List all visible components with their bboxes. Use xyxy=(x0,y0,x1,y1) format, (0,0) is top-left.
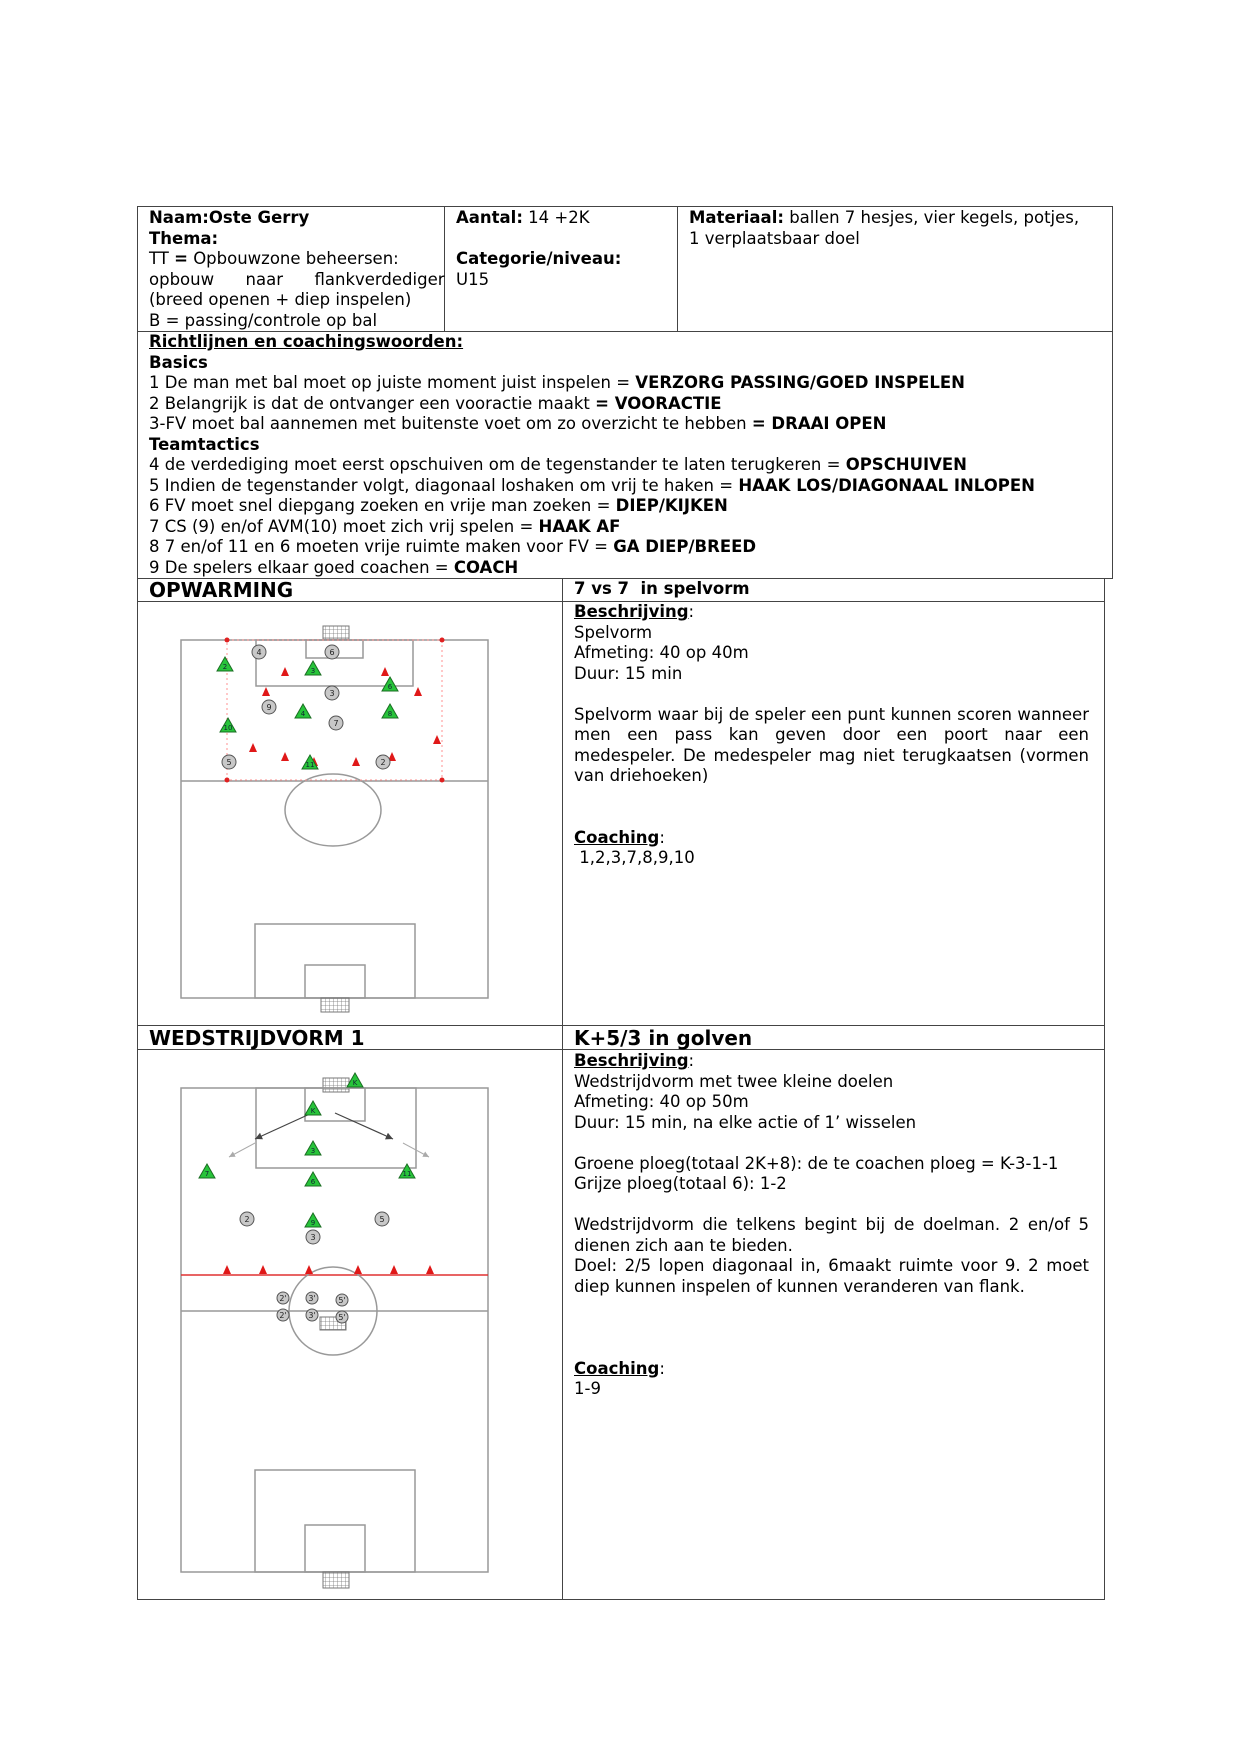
bottom-penalty-area xyxy=(255,1470,415,1572)
basics-item: 2 Belangrijk is dat de ontvanger een vooractie maakt = VOORACTIE xyxy=(149,393,722,413)
text-line: Duur: 15 min xyxy=(574,663,683,683)
cone xyxy=(305,1265,313,1274)
pass-arrow-left xyxy=(255,1113,312,1139)
teamtactics-item: 5 Indien de tegenstander volgt, diagonaal loshaken om vrij te haken = HAAK LOS/DIAGONAAL INLOPEN xyxy=(149,475,1035,495)
svg-text:9: 9 xyxy=(310,1219,316,1227)
beschrijving-label: Beschrijving xyxy=(574,602,689,621)
grey-player xyxy=(336,1311,348,1323)
ploeg-line: Grijze ploeg(totaal 6): 1-2 xyxy=(574,1174,787,1193)
svg-text:5: 5 xyxy=(379,1215,385,1224)
grey-player xyxy=(240,1212,254,1226)
thema-line: (breed openen + diep inspelen) xyxy=(149,290,412,309)
svg-text:6: 6 xyxy=(310,1178,316,1186)
svg-text:10: 10 xyxy=(223,724,233,732)
opwarming-text: Beschrijving: Spelvorm Afmeting: 40 op 40m Duur: 15 min Spelvorm waar bij de speler een punt kunnen scoren wanneer men een pass kan geven door een poort naar een medespeler. De medespeler mag niet terugkaatsen (vormen van driehoeken) Coaching: 1,2,3,7,8,9,10 xyxy=(574,602,1089,867)
svg-text:3: 3 xyxy=(310,667,316,675)
materiaal-label: Materiaal: xyxy=(689,208,784,227)
cone xyxy=(414,687,422,696)
grey-players xyxy=(222,645,393,769)
cone xyxy=(223,1265,231,1274)
text-line: Spelvorm xyxy=(574,622,653,642)
svg-text:9: 9 xyxy=(266,703,272,712)
materiaal-line2: 1 verplaatsbaar doel xyxy=(689,228,860,248)
opwarming-pitch-diagram xyxy=(137,601,563,1026)
svg-text:2: 2 xyxy=(222,663,228,671)
playing-zone xyxy=(227,640,442,780)
materiaal-cell xyxy=(689,208,1079,249)
coaching-label: Coaching xyxy=(574,827,660,847)
center-circle xyxy=(285,774,381,846)
svg-text:K: K xyxy=(310,1107,316,1115)
green-player xyxy=(305,661,321,675)
green-player xyxy=(382,677,398,691)
thema-label: Thema: xyxy=(149,228,219,248)
svg-text:2: 2 xyxy=(244,1215,250,1224)
svg-text:3': 3' xyxy=(308,1311,316,1320)
svg-text:11: 11 xyxy=(305,761,315,769)
grey-player xyxy=(375,1212,389,1226)
green-player xyxy=(199,1164,215,1178)
aantal-cell xyxy=(456,208,621,290)
thema-line: TT = Opbouwzone beheersen: xyxy=(149,249,399,268)
basics-item: 3-FV moet bal aannemen met buitenste voet om zo overzicht te hebben = DRAAI OPEN xyxy=(149,414,887,433)
naam-label: Naam: xyxy=(149,208,209,227)
grey-player xyxy=(277,1292,289,1304)
text-line: Afmeting: 40 op 50m xyxy=(574,1092,749,1111)
text-line: Wedstrijdvorm met twee kleine doelen xyxy=(574,1071,894,1091)
green-player xyxy=(382,704,398,718)
svg-text:4: 4 xyxy=(256,648,262,657)
svg-text:2': 2' xyxy=(279,1294,287,1303)
svg-text:5: 5 xyxy=(226,758,232,767)
thema-line: opbouw naar flankverdediger xyxy=(149,269,445,289)
svg-text:5': 5' xyxy=(338,1296,346,1305)
bottom-penalty-area xyxy=(255,924,415,998)
teamtactics-item: 8 7 en/of 11 en 6 moeten vrije ruimte maken voor FV = GA DIEP/BREED xyxy=(149,537,757,556)
svg-text:3: 3 xyxy=(310,1233,316,1242)
svg-text:2: 2 xyxy=(380,758,386,767)
grey-player xyxy=(336,1294,348,1306)
green-player xyxy=(305,1172,321,1186)
green-player xyxy=(305,1213,321,1227)
grey-player xyxy=(222,755,236,769)
aantal-value: 14 +2K xyxy=(522,208,590,227)
bottom-goal-area xyxy=(305,1525,365,1572)
aantal-label: Aantal: xyxy=(456,208,523,227)
svg-text:4: 4 xyxy=(300,710,306,718)
svg-text:7: 7 xyxy=(333,719,339,728)
opwarming-title: OPWARMING xyxy=(149,578,294,602)
wedstrijd-paragraph-2: Doel: 2/5 lopen diagonaal in, 6maakt ruimte voor 9. 2 moet diep kunnen inspelen of kunnen veranderen van flank. xyxy=(574,1256,1089,1296)
svg-text:6: 6 xyxy=(329,648,335,657)
grey-player xyxy=(277,1309,289,1321)
green-player xyxy=(220,718,236,732)
coaching-value: 1,2,3,7,8,9,10 xyxy=(574,848,695,867)
categorie-value: U15 xyxy=(456,269,490,289)
grey-player xyxy=(306,1292,318,1304)
green-player xyxy=(305,1101,321,1115)
cone xyxy=(381,667,389,676)
top-goal-net xyxy=(323,626,349,639)
svg-text:3': 3' xyxy=(308,1294,316,1303)
svg-text:2': 2' xyxy=(279,1311,287,1320)
bottom-goal-area xyxy=(305,965,365,998)
grey-player xyxy=(329,716,343,730)
grey-player xyxy=(306,1230,320,1244)
gate-cones xyxy=(249,667,441,766)
teamtactics-item: 9 De spelers elkaar goed coachen = COACH xyxy=(149,557,519,577)
grey-player xyxy=(306,1309,318,1321)
pass-arrow-right xyxy=(335,1113,393,1139)
run-arrow-left xyxy=(229,1143,255,1157)
grey-player xyxy=(252,645,266,659)
wedstrijd-title: WEDSTRIJDVORM 1 xyxy=(149,1026,365,1050)
naam-value: Oste Gerry xyxy=(208,208,310,227)
cone xyxy=(281,667,289,676)
text-line: Afmeting: 40 op 40m xyxy=(574,643,749,662)
cone xyxy=(352,757,360,766)
naam-cell xyxy=(149,208,445,331)
grey-player xyxy=(325,686,339,700)
richtlijnen-content xyxy=(149,332,1035,578)
cone xyxy=(259,1265,267,1274)
teamtactics-title: Teamtactics xyxy=(149,434,260,454)
cone xyxy=(433,735,441,744)
beschrijving-label: Beschrijving xyxy=(574,1051,689,1070)
ploeg-line: Groene ploeg(totaal 2K+8): de te coachen ploeg = K-3-1-1 xyxy=(574,1153,1059,1173)
coaching-value: 1-9 xyxy=(574,1379,601,1398)
basics-item: 1 De man met bal moet op juiste moment juist inspelen = VERZORG PASSING/GOED INSPELEN xyxy=(149,373,965,392)
cone xyxy=(262,687,270,696)
green-player xyxy=(217,657,233,671)
top-goal-net xyxy=(323,1078,349,1092)
green-players xyxy=(217,657,398,769)
categorie-label: Categorie/niveau: xyxy=(456,249,622,268)
svg-text:8: 8 xyxy=(387,710,393,718)
svg-text:6: 6 xyxy=(387,683,393,691)
grey-player xyxy=(376,755,390,769)
green-player xyxy=(305,1141,321,1155)
wedstrijd-pitch-diagram xyxy=(137,1049,563,1600)
basics-title: Basics xyxy=(149,352,208,372)
thema-line: B = passing/controle op bal xyxy=(149,310,378,330)
wedstrijd-text: Beschrijving: Wedstrijdvorm met twee kleine doelen Afmeting: 40 op 50m Duur: 15 min, na elke actie of 1’ wisselen Groene ploeg(totaal 2K+8): de te coachen ploeg = K-3-1-1 Grijze ploeg(totaal 6): 1-2 Wedstrijdvorm die telkens begint bij de doelman. 2 en/of 5 dienen zich aan te bieden. Doel: 2/5 lopen diagonaal in, 6maakt ruimte voor 9. 2 moet diep kunnen inspelen of kunnen veranderen van flank. Coaching: 1-9 xyxy=(574,1051,1089,1398)
svg-text:5': 5' xyxy=(338,1313,346,1322)
cone xyxy=(390,1265,398,1274)
teamtactics-item: 7 CS (9) en/of AVM(10) moet zich vrij spelen = HAAK AF xyxy=(149,516,621,536)
green-players xyxy=(199,1073,415,1227)
bottom-goal-net xyxy=(323,1572,349,1588)
opwarming-subtitle: 7 vs 7 in spelvorm xyxy=(574,579,750,598)
green-player xyxy=(295,704,311,718)
opwarming-paragraph: Spelvorm waar bij de speler een punt kunnen scoren wanneer men een pass kan geven door een poort naar een medespeler. De medespeler mag niet terugkaatsen (vormen van driehoeken) xyxy=(574,704,1089,785)
text-line: Duur: 15 min, na elke actie of 1’ wisselen xyxy=(574,1112,917,1132)
grey-player xyxy=(262,700,276,714)
teamtactics-item: 4 de verdediging moet eerst opschuiven om de tegenstander te laten terugkeren = OPSCHUIVEN xyxy=(149,455,967,474)
cone xyxy=(354,1265,362,1274)
svg-text:7: 7 xyxy=(204,1170,210,1178)
wedstrijd-paragraph-1: Wedstrijdvorm die telkens begint bij de doelman. 2 en/of 5 dienen zich aan te bieden. xyxy=(574,1215,1089,1255)
coaching-label: Coaching xyxy=(574,1358,660,1378)
materiaal-line1: ballen 7 hesjes, vier kegels, potjes, xyxy=(783,208,1080,227)
wedstrijd-subtitle: K+5/3 in golven xyxy=(574,1026,753,1050)
svg-text:3: 3 xyxy=(310,1147,316,1155)
teamtactics-item: 6 FV moet snel diepgang zoeken en vrije man zoeken = DIEP/KIJKEN xyxy=(149,496,728,515)
green-player xyxy=(399,1164,415,1178)
svg-text:3: 3 xyxy=(329,689,335,698)
grey-player xyxy=(325,645,339,659)
line-cones xyxy=(223,1265,434,1274)
svg-text:11: 11 xyxy=(402,1170,412,1178)
header-divider-2 xyxy=(677,206,678,332)
cone xyxy=(426,1265,434,1274)
cone xyxy=(281,752,289,761)
richtlijnen-title: Richtlijnen en coachingswoorden: xyxy=(149,332,464,351)
cone xyxy=(249,743,257,752)
svg-text:K: K xyxy=(352,1079,358,1087)
bottom-goal-net xyxy=(321,998,349,1012)
